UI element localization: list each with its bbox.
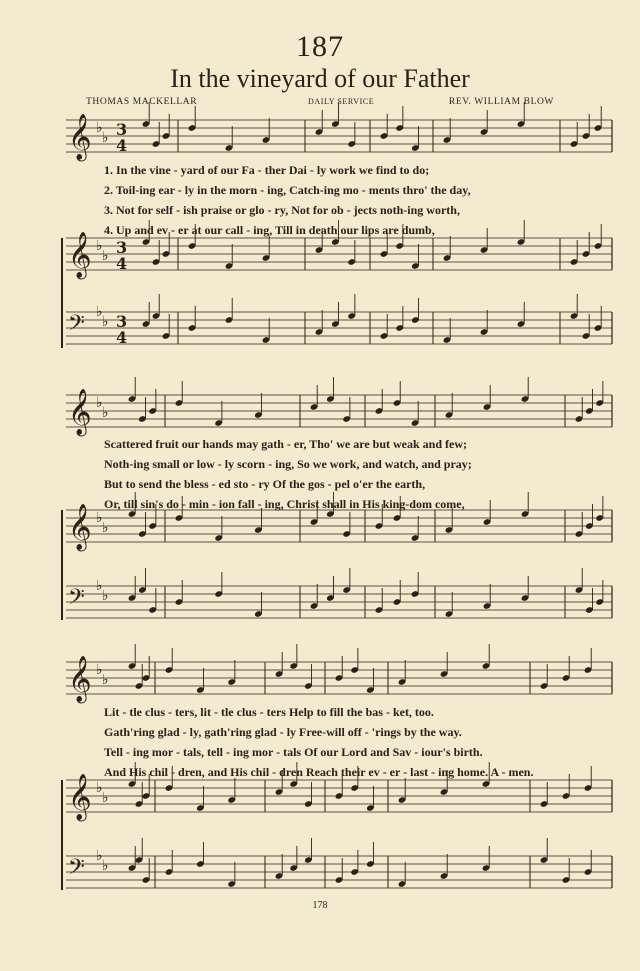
hymn-title: In the vineyard of our Father bbox=[170, 64, 470, 93]
lyric-line: But to send the bless - ed sto - ry Of the gos - pel o'er the earth, bbox=[104, 477, 426, 491]
time-signature-top: 3 bbox=[116, 120, 128, 139]
lyrics-system-2 bbox=[104, 434, 472, 514]
key-signature-flat-icon: ♭ bbox=[102, 858, 109, 874]
key-signature-flat-icon: ♭ bbox=[96, 120, 103, 136]
lyric-line: Scattered fruit our hands may gath - er, Tho' we are but weak and few; bbox=[104, 437, 468, 451]
key-signature-flat-icon: ♭ bbox=[96, 395, 103, 411]
lyric-line: And His chil - dren, and His chil - dren Reach their ev - er - last - ing home. A - men. bbox=[104, 765, 534, 779]
lyric-line: Tell - ing mor - tals, tell - ing mor - tals Of our Lord and Sav - iour's birth. bbox=[104, 745, 483, 759]
time-signature-top: 3 bbox=[116, 312, 128, 331]
key-signature-flat-icon: ♭ bbox=[102, 248, 109, 264]
lyrics-system-1 bbox=[104, 160, 471, 240]
lyric-line: 2. Toil-ing ear - ly in the morn - ing, Catch-ing mo - ments thro' the day, bbox=[104, 183, 471, 197]
key-signature-flat-icon: ♭ bbox=[102, 588, 109, 604]
key-signature-flat-icon: ♭ bbox=[102, 130, 109, 146]
key-signature-flat-icon: ♭ bbox=[96, 578, 103, 594]
lyric-line: 3. Not for self - ish praise or glo - ry, Not for ob - jects noth-ing worth, bbox=[104, 203, 460, 217]
key-signature-flat-icon: ♭ bbox=[102, 790, 109, 806]
treble-clef-icon: 𝄞 bbox=[68, 504, 92, 550]
key-signature-flat-icon: ♭ bbox=[96, 510, 103, 526]
key-signature-flat-icon: ♭ bbox=[96, 848, 103, 864]
key-signature-flat-icon: ♭ bbox=[96, 780, 103, 796]
lyric-line: 4. Up and ev - er at our call - ing, Till in death our lips are dumb, bbox=[104, 223, 435, 237]
key-signature-flat-icon: ♭ bbox=[96, 304, 103, 320]
lyric-line: Gath'ring glad - ly, gath'ring glad - ly Free-will off - 'rings by the way. bbox=[104, 725, 462, 739]
key-signature-flat-icon: ♭ bbox=[102, 520, 109, 536]
treble-clef-icon: 𝄞 bbox=[68, 656, 92, 702]
key-signature-flat-icon: ♭ bbox=[102, 672, 109, 688]
key-signature-flat-icon: ♭ bbox=[96, 662, 103, 678]
bass-clef-icon: 𝄢 bbox=[68, 855, 85, 885]
treble-clef-icon: 𝄞 bbox=[68, 232, 92, 278]
key-signature-flat-icon: ♭ bbox=[102, 314, 109, 330]
key-signature-flat-icon: ♭ bbox=[96, 238, 103, 254]
treble-clef-icon: 𝄞 bbox=[68, 114, 92, 160]
lyric-line: 1. In the vine - yard of our Fa - ther Dai - ly work we find to do; bbox=[104, 163, 430, 177]
lyrics-system-3 bbox=[104, 702, 533, 782]
time-signature-bottom: 4 bbox=[116, 254, 128, 273]
hymn-number: 187 bbox=[296, 30, 344, 63]
time-signature-top: 3 bbox=[116, 238, 128, 257]
bass-clef-icon: 𝄢 bbox=[68, 311, 85, 341]
time-signature-bottom: 4 bbox=[116, 328, 128, 347]
page-number: 178 bbox=[312, 900, 328, 911]
composer-credit: REV. WILLIAM BLOW bbox=[448, 97, 554, 107]
treble-clef-icon: 𝄞 bbox=[68, 389, 92, 435]
treble-clef-icon: 𝄞 bbox=[68, 774, 92, 820]
lyric-line: Or, till sin's do - min - ion fall - ing, Christ shall in His king-dom come, bbox=[104, 497, 465, 511]
bass-clef-icon: 𝄢 bbox=[68, 585, 85, 615]
key-signature-flat-icon: ♭ bbox=[102, 405, 109, 421]
lyric-line: Noth-ing small or low - ly scorn - ing, So we work, and watch, and pray; bbox=[104, 457, 472, 471]
author-credit: THOMAS MACKELLAR bbox=[86, 97, 198, 107]
tune-name: DAILY SERVICE bbox=[308, 97, 375, 106]
time-signature-bottom: 4 bbox=[116, 136, 128, 155]
lyric-line: Lit - tle clus - ters, lit - tle clus - ters Help to fill the bas - ket, too. bbox=[104, 705, 434, 719]
